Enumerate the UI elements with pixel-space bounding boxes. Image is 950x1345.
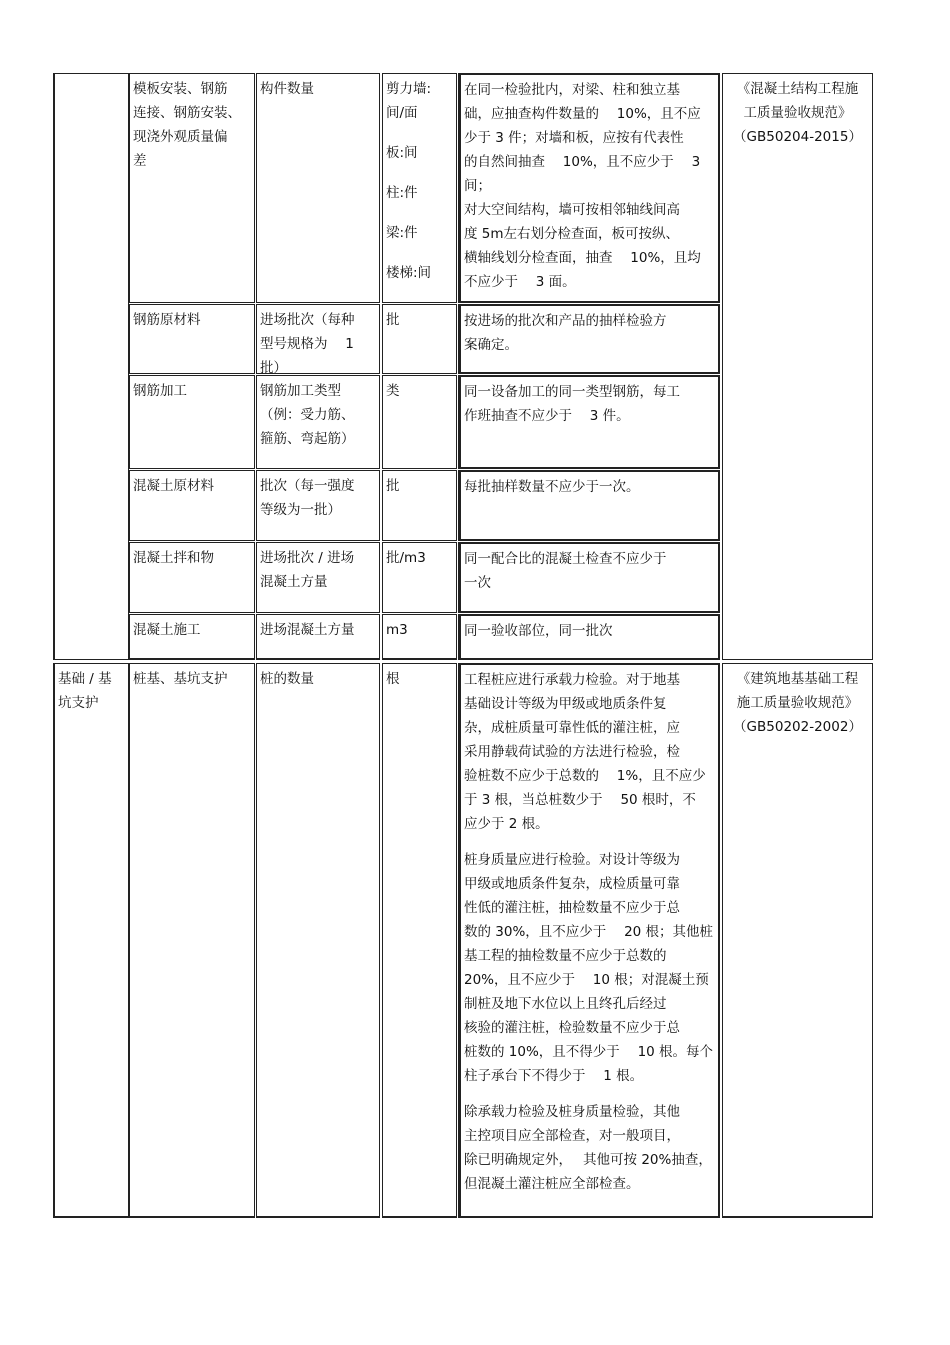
rule-cell	[458, 614, 720, 660]
rule-text: 同一配合比的混凝土检查不应少于 一次	[464, 551, 667, 591]
unit-text: 批	[386, 312, 400, 328]
unit-text: 根	[386, 671, 400, 687]
unit-text: 批/m3	[386, 550, 426, 566]
basis-text: 进场批次 / 进场 混凝土方量	[260, 550, 355, 590]
rule-cell	[458, 375, 720, 469]
item-cell	[129, 663, 255, 1218]
unit-cell	[382, 304, 457, 374]
item-cell	[129, 542, 255, 613]
unit-cell	[382, 542, 457, 613]
basis-text: 进场混凝土方量	[260, 622, 355, 638]
unit-text: 类	[386, 383, 400, 399]
unit-cell	[382, 663, 457, 1218]
rule-cell	[458, 304, 720, 374]
category-text: 基础 / 基 坑支护	[58, 671, 112, 711]
basis-cell	[256, 663, 380, 1218]
item-text: 模板安装、钢筋 连接、钢筋安装、 现浇外观质量偏 差	[133, 81, 241, 169]
item-cell	[129, 375, 255, 469]
category-cell-foundation	[53, 663, 129, 1218]
item-text: 混凝土施工	[133, 622, 201, 638]
unit-text: 楼梯:间	[386, 265, 432, 281]
standard-line: 施工质量验收规范》	[736, 695, 859, 711]
rule-paragraph: 桩身质量应进行检验。对设计等级为 甲级或地质条件复杂，成检质量可靠 性低的灌注桩，抽检数量不应少于总 数的 30%，且不应少于 20 根；其他桩 基工程的抽检数量不应少于总数的 20%，且不应少于 10 根；对混凝土预 制桩及地下水位以上且终孔后经过 核验的灌注桩，检验数量不应少于总 桩数的 10%，且不得少于 10 根。每个 柱子承台下不得少于 1 根。	[464, 852, 714, 1084]
unit-cell	[382, 73, 457, 303]
standard-line: （GB50204-2015）	[733, 129, 862, 145]
unit-cell	[382, 375, 457, 469]
item-cell	[129, 470, 255, 541]
basis-cell	[256, 614, 380, 660]
basis-text: 钢筋加工类型 （例：受力筋、 箍筋、弯起筋）	[260, 383, 355, 447]
standard-line: （GB50202-2002）	[733, 719, 862, 735]
unit-text: 柱:件	[386, 185, 418, 201]
standard-line: 《混凝土结构工程施	[736, 81, 859, 97]
basis-text: 批次（每一强度 等级为一批）	[260, 478, 355, 518]
item-text: 混凝土拌和物	[133, 550, 214, 566]
rule-cell	[458, 470, 720, 541]
rule-text: 每批抽样数量不应少于一次。	[464, 479, 640, 495]
item-text: 混凝土原材料	[133, 478, 214, 494]
rule-cell	[458, 542, 720, 613]
basis-text: 构件数量	[260, 81, 314, 97]
unit-text: 板:间	[386, 145, 418, 161]
rule-text: 按进场的批次和产品的抽样检验方 案确定。	[464, 313, 667, 353]
basis-cell	[256, 304, 380, 374]
basis-cell	[256, 470, 380, 541]
unit-cell	[382, 470, 457, 541]
rule-cell	[458, 73, 720, 303]
unit-text: 批	[386, 478, 400, 494]
basis-text: 桩的数量	[260, 671, 314, 687]
standard-cell	[722, 73, 873, 660]
rule-text: 在同一检验批内，对梁、柱和独立基 础，应抽查构件数量的 10%，且不应 少于 3 件；对墙和板，应按有代表性 的自然间抽查 10%，且不应少于 3 间； 对大空间结构，墙可按相邻轴线间高 度 5m左右划分检查面，板可按纵、 横轴线划分检查面，抽查 10%，且均 不应少于 3 面。	[464, 82, 701, 290]
item-text: 桩基、基坑支护	[133, 671, 228, 687]
rule-text: 同一验收部位，同一批次	[464, 623, 613, 639]
standard-line: 《建筑地基基础工程	[736, 671, 859, 687]
item-cell	[129, 73, 255, 303]
rule-cell	[458, 663, 720, 1218]
unit-text: 梁:件	[386, 225, 418, 241]
item-cell	[129, 304, 255, 374]
standard-line: 工质量验收规范》	[743, 105, 852, 121]
basis-cell	[256, 375, 380, 469]
item-text: 钢筋加工	[133, 383, 187, 399]
item-text: 钢筋原材料	[133, 312, 201, 328]
standard-cell	[722, 663, 873, 1218]
basis-cell	[256, 73, 380, 303]
category-cell-concrete	[53, 73, 129, 660]
basis-cell	[256, 542, 380, 613]
basis-text: 进场批次（每种 型号规格为 1 批）	[260, 312, 355, 374]
item-cell	[129, 614, 255, 660]
unit-cell	[382, 614, 457, 660]
unit-text: 剪力墙: 间/面	[386, 81, 432, 121]
rule-paragraph: 工程桩应进行承载力检验。对于地基 基础设计等级为甲级或地质条件复 杂，成桩质量可靠性低的灌注桩，应 采用静载荷试验的方法进行检验，检 验桩数不应少于总数的 1%，且不应少 于 3 根，当总桩数少于 50 根时，不 应少于 2 根。	[464, 672, 706, 832]
rule-paragraph: 除承载力检验及桩身质量检验，其他 主控项目应全部检查，对一般项目， 除已明确规定外， 其他可按 20%抽查， 但混凝土灌注桩应全部检查。	[464, 1104, 712, 1192]
unit-text: m3	[386, 622, 408, 638]
rule-text: 同一设备加工的同一类型钢筋，每工 作班抽查不应少于 3 件。	[464, 384, 680, 424]
